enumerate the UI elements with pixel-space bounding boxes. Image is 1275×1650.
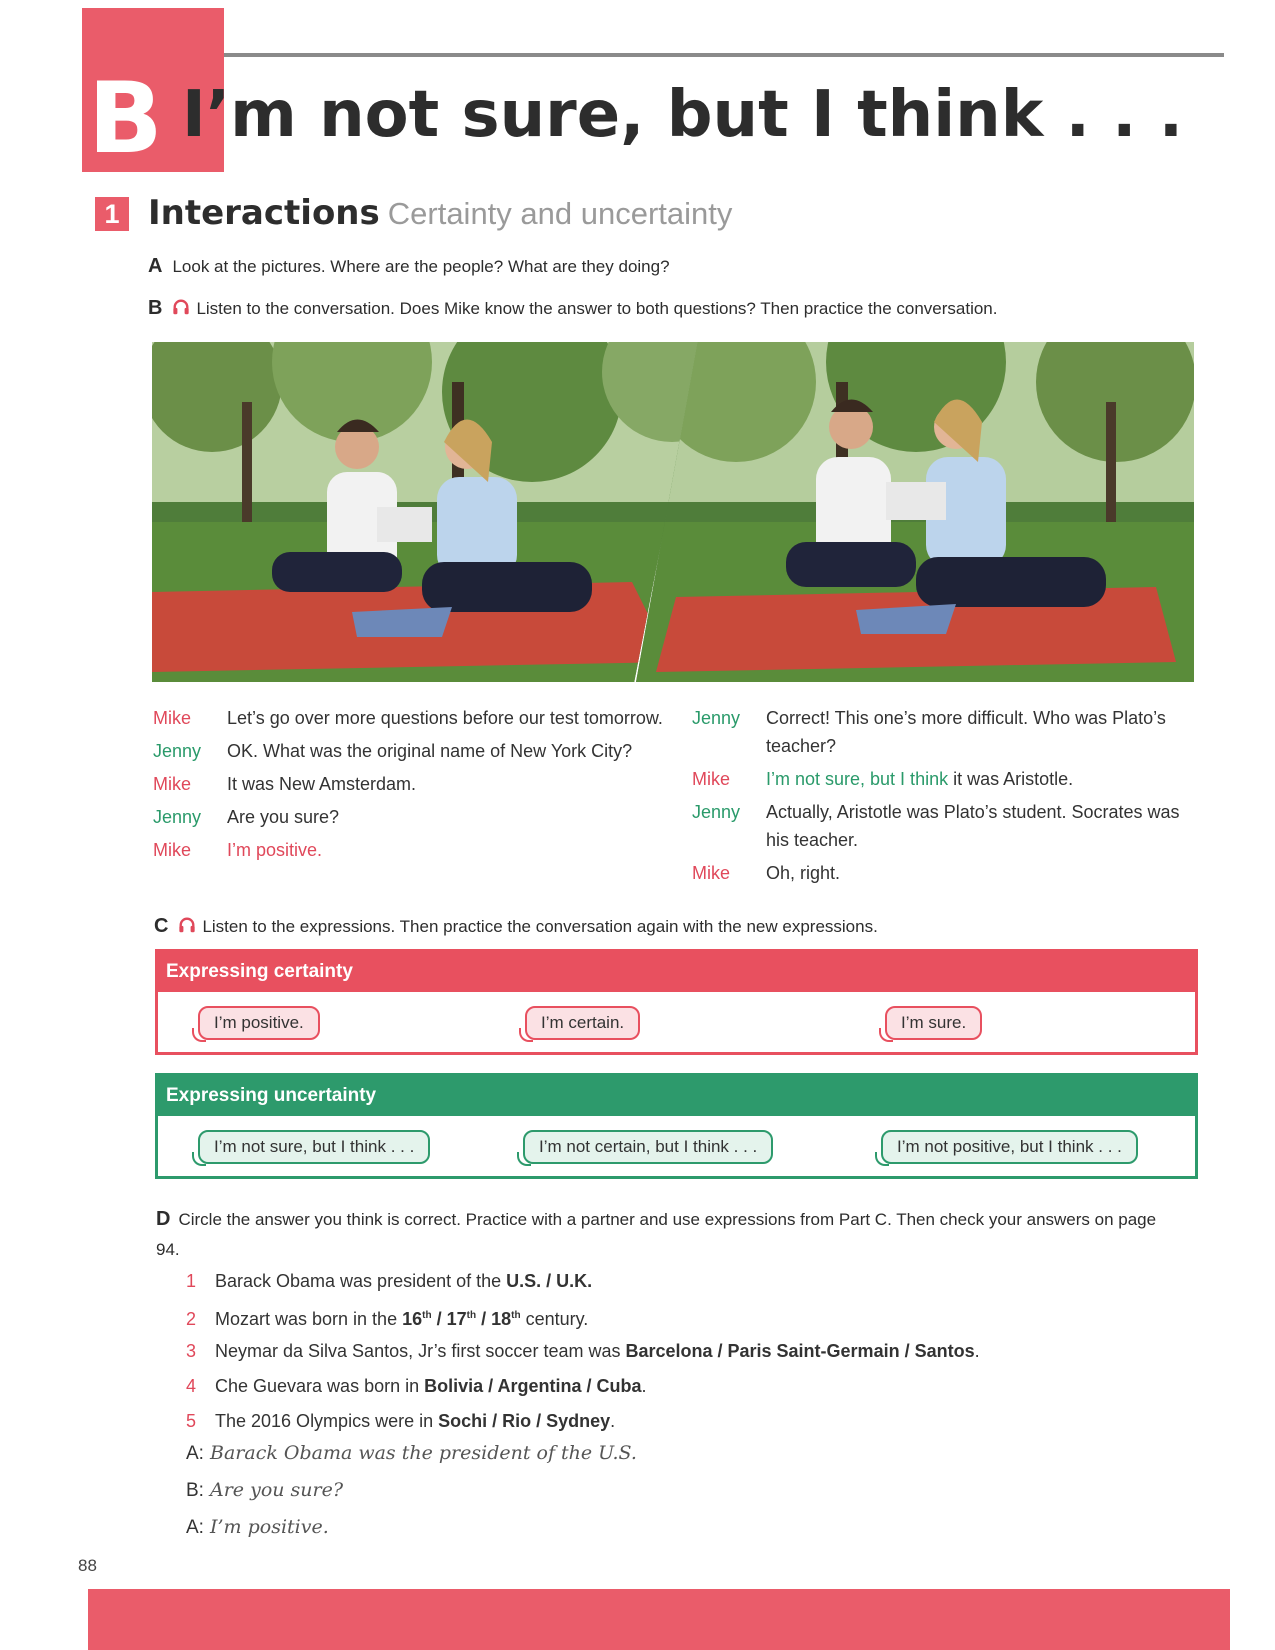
part-d-text: Circle the answer you think is correct. Practice with a partner and use expressions from Part C. Then check your answers on page 94. xyxy=(156,1210,1157,1259)
question-number: 1 xyxy=(186,1271,197,1291)
dialog-text: OK. What was the original name of New York City? xyxy=(227,741,633,761)
dialog-text: Let’s go over more questions before our test tomorrow. xyxy=(227,708,663,728)
speaker-name: Mike xyxy=(153,708,192,728)
answer-options[interactable]: Bolivia / Argentina / Cuba xyxy=(424,1376,642,1396)
sample-line: A: I’m positive. xyxy=(186,1516,329,1538)
dialog-line xyxy=(153,770,663,798)
question-number: 4 xyxy=(186,1376,197,1396)
question-item: 5 The 2016 Olympics were in Sochi / Rio / Sydney. xyxy=(186,1407,980,1442)
dialog-text: Correct! This one’s more difficult. Who was Plato’s teacher? xyxy=(766,708,1166,756)
headphones-icon[interactable] xyxy=(172,298,190,316)
sample-line: B: Are you sure? xyxy=(186,1479,344,1501)
section-subtitle: Certainty and uncertainty xyxy=(387,196,733,231)
question-text: Che Guevara was born in xyxy=(215,1376,425,1396)
question-number: 3 xyxy=(186,1341,197,1361)
dialog-line xyxy=(153,704,663,732)
part-b-text: Listen to the conversation. Does Mike know the answer to both questions? Then practice the conversation. xyxy=(196,299,998,318)
footer-bar xyxy=(88,1589,1230,1650)
part-c-letter: C xyxy=(154,915,169,937)
page-number: 88 xyxy=(78,1556,97,1575)
photo-picnic-left xyxy=(152,342,700,682)
lesson-title: I’m not sure, but I think . . . xyxy=(182,78,1184,152)
part-a-instruction xyxy=(148,255,670,278)
question-item: 3 Neymar da Silva Santos, Jr’s first soccer team was Barcelona / Paris Saint-Germain / Santos. xyxy=(186,1337,980,1372)
part-c-text: Listen to the expressions. Then practice the conversation again with the new expressions. xyxy=(202,917,878,936)
question-text: Neymar da Silva Santos, Jr’s first soccer team was xyxy=(215,1341,626,1361)
sample-line: A: Barack Obama was the president of the U.S. xyxy=(186,1442,637,1464)
expressing-uncertainty-title: Expressing uncertainty xyxy=(158,1076,1195,1116)
answer-options[interactable]: Barcelona / Paris Saint-Germain / Santos xyxy=(625,1341,975,1361)
dialog-text: Are you sure? xyxy=(227,807,340,827)
speech-bubble: I’m certain. xyxy=(525,1006,640,1040)
header-rule xyxy=(224,53,1224,57)
answer-options[interactable]: Sochi / Rio / Sydney xyxy=(438,1411,611,1431)
question-list xyxy=(186,1267,980,1442)
answer-options[interactable]: 16th / 17th / 18th xyxy=(402,1309,521,1329)
dialog-line xyxy=(153,737,663,765)
question-number: 2 xyxy=(186,1309,197,1329)
section-title xyxy=(148,193,732,233)
speech-bubble: I’m not certain, but I think . . . xyxy=(523,1130,773,1164)
question-item: 4 Che Guevara was born in Bolivia / Argentina / Cuba. xyxy=(186,1372,980,1407)
dialog-text xyxy=(766,765,1197,793)
section-number: 1 xyxy=(95,197,129,231)
answer-options[interactable]: U.S. / U.K. xyxy=(506,1271,593,1291)
speaker-name: Mike xyxy=(153,774,192,794)
question-text: Barack Obama was president of the xyxy=(215,1271,507,1291)
question-text: Mozart was born in the xyxy=(215,1309,403,1329)
dialog-text: Actually, Aristotle was Plato’s student. Socrates was his teacher. xyxy=(766,802,1180,850)
dialog-text-highlight: I’m not sure, but I think xyxy=(766,769,949,789)
speaker-name: Jenny xyxy=(692,802,741,822)
dialog-line xyxy=(692,704,1197,760)
question-number: 5 xyxy=(186,1411,197,1431)
speech-bubble: I’m positive. xyxy=(198,1006,320,1040)
question-item: 2 Mozart was born in the 16th / 17th / 18th century. xyxy=(186,1302,980,1337)
dialog-line xyxy=(153,836,663,864)
dialog-line xyxy=(692,798,1197,854)
question-text: The 2016 Olympics were in xyxy=(215,1411,439,1431)
speaker-name: Mike xyxy=(692,769,731,789)
dialog-text-highlight: I’m positive. xyxy=(227,840,323,860)
expressing-uncertainty-box xyxy=(155,1073,1198,1179)
dialog-line xyxy=(692,859,1197,887)
part-b-instruction xyxy=(148,297,998,320)
part-a-letter: A xyxy=(148,255,163,277)
expressing-certainty-title: Expressing certainty xyxy=(158,952,1195,992)
part-a-text: Look at the pictures. Where are the people? What are they doing? xyxy=(172,257,670,276)
speech-bubble: I’m not positive, but I think . . . xyxy=(881,1130,1138,1164)
dialog-line xyxy=(692,765,1197,793)
section-title-main: Interactions xyxy=(148,193,380,233)
speaker-name: Jenny xyxy=(153,807,202,827)
speech-bubble: I’m not sure, but I think . . . xyxy=(198,1130,430,1164)
part-c-instruction xyxy=(154,915,878,938)
part-b-letter: B xyxy=(148,297,163,319)
headphones-icon[interactable] xyxy=(178,916,196,934)
conversation-left xyxy=(153,704,663,869)
speaker-name: Jenny xyxy=(692,708,741,728)
dialog-text: It was New Amsterdam. xyxy=(227,774,417,794)
conversation-right xyxy=(692,704,1197,892)
part-d-instruction xyxy=(156,1204,1176,1265)
speaker-name: Mike xyxy=(153,840,192,860)
speaker-name: Jenny xyxy=(153,741,202,761)
dialog-text: Oh, right. xyxy=(766,863,841,883)
dialog-line xyxy=(153,803,663,831)
certainty-expressions xyxy=(158,992,1195,1052)
uncertainty-expressions xyxy=(158,1116,1195,1176)
speech-bubble: I’m sure. xyxy=(885,1006,982,1040)
dialog-text-rest: it was Aristotle. xyxy=(948,769,1074,789)
sample-dialog xyxy=(186,1442,637,1553)
speaker-name: Mike xyxy=(692,863,731,883)
part-d-letter: D xyxy=(156,1208,171,1230)
expressing-certainty-box xyxy=(155,949,1198,1055)
question-item xyxy=(186,1267,980,1302)
photo-picnic-right xyxy=(636,342,1194,682)
unit-letter: B xyxy=(88,62,163,172)
